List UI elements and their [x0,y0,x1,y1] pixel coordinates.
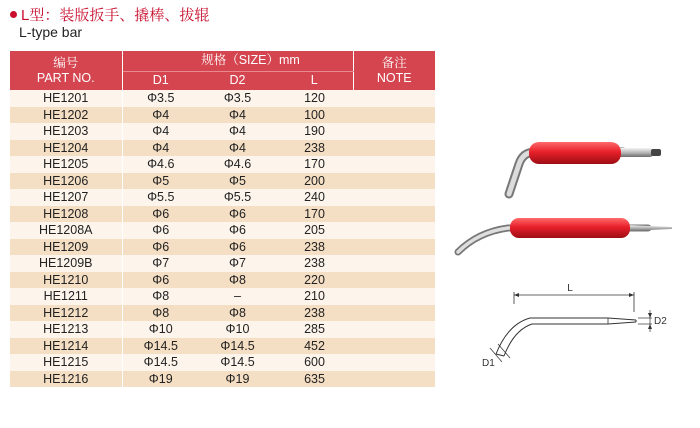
table-row [10,321,435,338]
label-d2: D2 [654,316,667,327]
table-row [10,222,435,239]
cell-note [353,255,435,272]
cell-d1: Φ6 [122,239,199,256]
cell-d2: Φ4 [199,140,276,157]
table-row [10,288,435,305]
table-row [10,305,435,322]
cell-part-no: HE1202 [10,107,122,124]
cell-note [353,338,435,355]
cell-d1: Φ8 [122,305,199,322]
table-row [10,272,435,289]
cell-d1: Φ14.5 [122,354,199,371]
cell-l: 210 [276,288,353,305]
cell-part-no: HE1203 [10,123,122,140]
cell-note [353,156,435,173]
cell-l: 238 [276,255,353,272]
table-row [10,140,435,157]
table-row [10,107,435,124]
cell-d2: Φ8 [199,305,276,322]
section-title [10,4,209,25]
table-row [10,206,435,223]
cell-d1: Φ7 [122,255,199,272]
cell-d2: Φ4 [199,107,276,124]
table-row [10,255,435,272]
cell-l: 170 [276,156,353,173]
cell-note [353,321,435,338]
cell-d2: Φ5 [199,173,276,190]
cell-note [353,123,435,140]
cell-note [353,354,435,371]
cell-l: 200 [276,173,353,190]
cell-d2: Φ19 [199,371,276,388]
cell-l: 205 [276,222,353,239]
cell-d1: Φ3.5 [122,90,199,107]
label-d1: D1 [482,358,495,369]
cell-d1: Φ4.6 [122,156,199,173]
cell-d1: Φ10 [122,321,199,338]
cell-l: 285 [276,321,353,338]
header-part-no: 编号 PART NO. [10,51,122,90]
cell-part-no: HE1216 [10,371,122,388]
cell-note [353,305,435,322]
cell-note [353,140,435,157]
cell-note [353,90,435,107]
cell-l: 238 [276,305,353,322]
cell-note [353,222,435,239]
cell-d1: Φ19 [122,371,199,388]
cell-l: 600 [276,354,353,371]
dimension-drawing [478,282,700,377]
cell-l: 220 [276,272,353,289]
cell-d2: Φ4.6 [199,156,276,173]
cell-part-no: HE1210 [10,272,122,289]
cell-part-no: HE1206 [10,173,122,190]
cell-l: 120 [276,90,353,107]
cell-d1: Φ4 [122,123,199,140]
table-row [10,123,435,140]
cell-d2: Φ6 [199,239,276,256]
cell-d2: Φ8 [199,272,276,289]
cell-l: 452 [276,338,353,355]
cell-part-no: HE1213 [10,321,122,338]
table-row [10,354,435,371]
header-l: L [276,71,353,90]
header-d2: D2 [199,71,276,90]
cell-d2: Φ5.5 [199,189,276,206]
cell-note [353,206,435,223]
cell-part-no: HE1208A [10,222,122,239]
table-row [10,189,435,206]
spec-table-body [10,90,435,387]
cell-d1: Φ4 [122,140,199,157]
cell-d1: Φ14.5 [122,338,199,355]
cell-note [353,107,435,124]
cell-d1: Φ8 [122,288,199,305]
cell-l: 170 [276,206,353,223]
cell-d2: – [199,288,276,305]
cell-part-no: HE1208 [10,206,122,223]
cell-l: 190 [276,123,353,140]
cell-l: 238 [276,140,353,157]
table-row [10,371,435,388]
cell-note [353,288,435,305]
cell-d2: Φ3.5 [199,90,276,107]
cell-part-no: HE1209B [10,255,122,272]
header-note: 备注 NOTE [353,51,435,90]
cell-part-no: HE1214 [10,338,122,355]
table-row [10,173,435,190]
l-bar-photo-1 [495,128,675,208]
label-l: L [567,283,573,294]
cell-note [353,239,435,256]
cell-d1: Φ6 [122,222,199,239]
cell-d2: Φ7 [199,255,276,272]
cell-d1: Φ5.5 [122,189,199,206]
header-d1: D1 [122,71,199,90]
cell-note [353,371,435,388]
table-row [10,338,435,355]
cell-l: 635 [276,371,353,388]
cell-d1: Φ6 [122,206,199,223]
cell-d2: Φ14.5 [199,338,276,355]
cell-part-no: HE1201 [10,90,122,107]
cell-l: 240 [276,189,353,206]
table-row [10,156,435,173]
cell-d2: Φ10 [199,321,276,338]
cell-part-no: HE1212 [10,305,122,322]
cell-note [353,272,435,289]
cell-note [353,173,435,190]
cell-d1: Φ5 [122,173,199,190]
cell-d2: Φ14.5 [199,354,276,371]
section-title-zh: L型：装版扳手、撬棒、拔辊 [21,7,210,24]
cell-l: 100 [276,107,353,124]
l-bar-photo-2 [448,212,678,262]
cell-d1: Φ6 [122,272,199,289]
spec-table [10,51,435,387]
table-row [10,239,435,256]
table-row [10,90,435,107]
cell-l: 238 [276,239,353,256]
cell-part-no: HE1204 [10,140,122,157]
bullet-dot-icon [10,11,17,18]
cell-part-no: HE1207 [10,189,122,206]
cell-part-no: HE1209 [10,239,122,256]
cell-part-no: HE1211 [10,288,122,305]
cell-note [353,189,435,206]
cell-d1: Φ4 [122,107,199,124]
cell-d2: Φ6 [199,206,276,223]
header-size: 规格（SIZE）mm [122,51,353,71]
cell-d2: Φ4 [199,123,276,140]
cell-d2: Φ6 [199,222,276,239]
section-title-en: L-type bar [19,24,83,40]
cell-part-no: HE1205 [10,156,122,173]
cell-part-no: HE1215 [10,354,122,371]
